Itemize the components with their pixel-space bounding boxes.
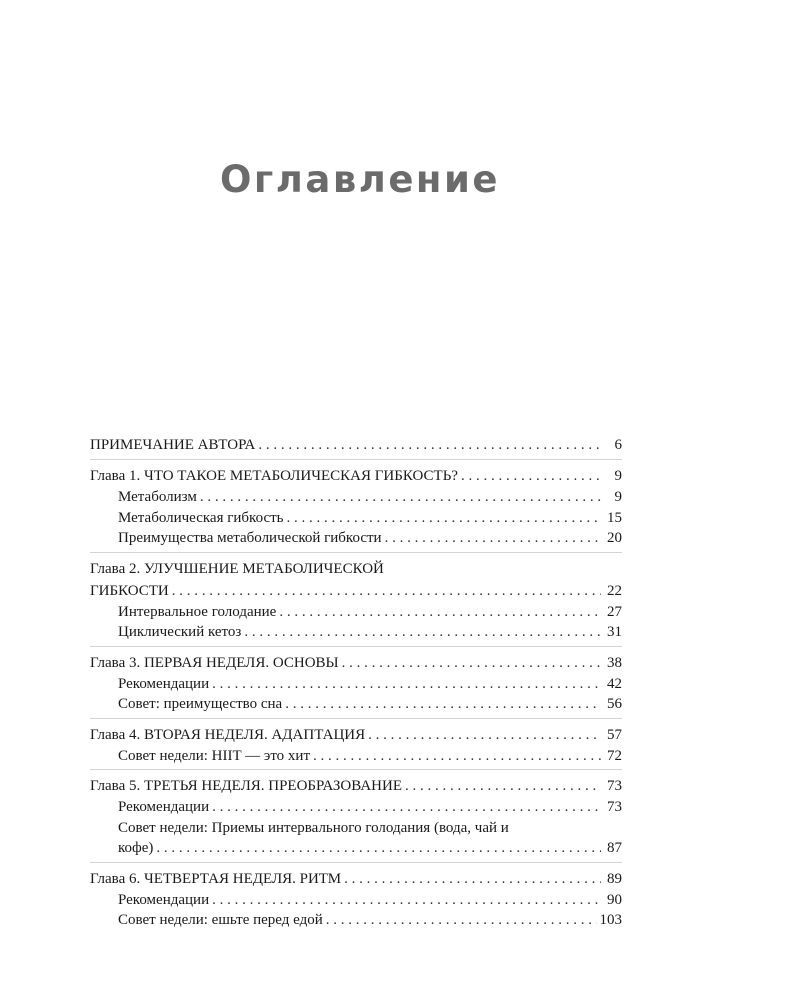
toc-entry-label: Глава 1. ЧТО ТАКОЕ МЕТАБОЛИЧЕСКАЯ ГИБКОСТЬ? (90, 468, 458, 484)
toc-entry-label: Глава 5. ТРЕТЬЯ НЕДЕЛЯ. ПРЕОБРАЗОВАНИЕ (90, 778, 402, 794)
toc-subentry[interactable] (90, 602, 622, 623)
toc-subentry[interactable] (90, 838, 622, 859)
dot-leader (313, 746, 601, 767)
toc-entry-label: Метаболизм (118, 489, 197, 505)
toc-group-chapter-6 (90, 868, 622, 934)
toc-entry-label: Совет: преимущество сна (118, 696, 283, 712)
toc-page-number: 72 (607, 747, 622, 764)
toc-group-chapter-1 (90, 465, 622, 553)
toc-entry-chapter-2-line1[interactable]: Глава 2. УЛУЧШЕНИЕ МЕТАБОЛИЧЕСКОЙ (90, 560, 384, 577)
toc-group-chapter-3 (90, 652, 622, 719)
dot-leader (405, 775, 601, 797)
toc-subentry[interactable] (90, 746, 622, 767)
dot-leader (279, 602, 601, 623)
dot-leader (212, 674, 601, 695)
toc-page-number: 22 (607, 582, 622, 599)
toc-subentry-line1[interactable]: Совет недели: Приемы интервального голодания (вода, чай и (118, 819, 509, 836)
dot-leader (258, 434, 601, 456)
toc-page-number: 9 (614, 489, 622, 505)
toc-entry-label: Глава 3. ПЕРВАЯ НЕДЕЛЯ. ОСНОВЫ (90, 654, 339, 671)
toc-entry-label: Преимущества метаболической гибкости (118, 530, 382, 546)
dot-leader (368, 724, 601, 746)
toc-page-number: 42 (607, 675, 622, 692)
table-of-contents (90, 434, 622, 939)
toc-entry-label: ПРИМЕЧАНИЕ АВТОРА (90, 437, 256, 453)
toc-entry-label: Рекомендации (118, 799, 210, 815)
toc-page-number: 87 (607, 840, 622, 856)
dot-leader (212, 797, 601, 818)
toc-entry-label: Совет недели: HIIT — это хит (118, 747, 311, 764)
toc-page-number: 73 (607, 799, 622, 815)
toc-page-number: 20 (607, 530, 622, 546)
toc-entry-label: кофе) (118, 840, 154, 856)
dot-leader (156, 838, 601, 859)
dot-leader (172, 580, 601, 602)
toc-entry-label: Метаболическая гибкость (118, 509, 284, 526)
toc-entry-author-note[interactable] (90, 434, 622, 456)
dot-leader (385, 528, 601, 549)
dot-leader (342, 652, 601, 674)
toc-page-number: 9 (614, 468, 622, 484)
page-title: Оглавление (219, 158, 501, 201)
toc-entry-chapter-1[interactable] (90, 465, 622, 487)
dot-leader (212, 890, 601, 911)
dot-leader (287, 508, 601, 529)
toc-subentry[interactable] (90, 694, 622, 715)
toc-subentry[interactable] (90, 674, 622, 695)
toc-group-chapter-5 (90, 775, 622, 863)
toc-subentry[interactable] (90, 528, 622, 549)
dot-leader (326, 910, 597, 931)
dot-leader (244, 622, 601, 643)
dot-leader (344, 868, 601, 890)
toc-entry-label: ГИБКОСТИ (90, 582, 169, 599)
toc-page-number: 57 (607, 726, 622, 743)
toc-page-number: 103 (599, 912, 622, 928)
toc-page-number: 89 (607, 870, 622, 887)
toc-page-number: 31 (607, 624, 622, 640)
toc-entry-chapter-6[interactable] (90, 868, 622, 890)
toc-entry-chapter-4[interactable] (90, 724, 622, 746)
toc-subentry[interactable] (90, 622, 622, 643)
toc-page-number: 6 (614, 437, 622, 453)
toc-entry-label: Рекомендации (118, 675, 210, 692)
toc-page-number: 56 (607, 696, 622, 712)
toc-page-number: 90 (607, 891, 622, 908)
toc-entry-chapter-3[interactable] (90, 652, 622, 674)
toc-subentry[interactable] (90, 890, 622, 911)
toc-subentry[interactable] (90, 797, 622, 818)
toc-page-number: 15 (607, 509, 622, 526)
toc-entry-label: Совет недели: ешьте перед едой (118, 912, 323, 928)
toc-entry-label: Глава 4. ВТОРАЯ НЕДЕЛЯ. АДАПТАЦИЯ (90, 726, 366, 743)
toc-subentry[interactable] (90, 910, 622, 931)
toc-page-number: 73 (607, 778, 622, 794)
toc-group-author-note (90, 434, 622, 460)
dot-leader (461, 465, 601, 487)
dot-leader (285, 694, 601, 715)
toc-entry-label: Циклический кетоз (118, 624, 242, 640)
toc-group-chapter-4 (90, 724, 622, 771)
toc-page-number: 38 (607, 654, 622, 671)
toc-subentry[interactable] (90, 487, 622, 508)
toc-group-chapter-2 (90, 558, 622, 647)
toc-entry-chapter-2[interactable] (90, 580, 622, 602)
toc-subentry[interactable] (90, 508, 622, 529)
toc-page-number: 27 (607, 603, 622, 620)
toc-entry-label: Глава 6. ЧЕТВЕРТАЯ НЕДЕЛЯ. РИТМ (90, 870, 342, 887)
dot-leader (200, 487, 601, 508)
toc-entry-chapter-5[interactable] (90, 775, 622, 797)
toc-entry-label: Интервальное голодание (118, 603, 277, 620)
toc-entry-label: Рекомендации (118, 891, 210, 908)
